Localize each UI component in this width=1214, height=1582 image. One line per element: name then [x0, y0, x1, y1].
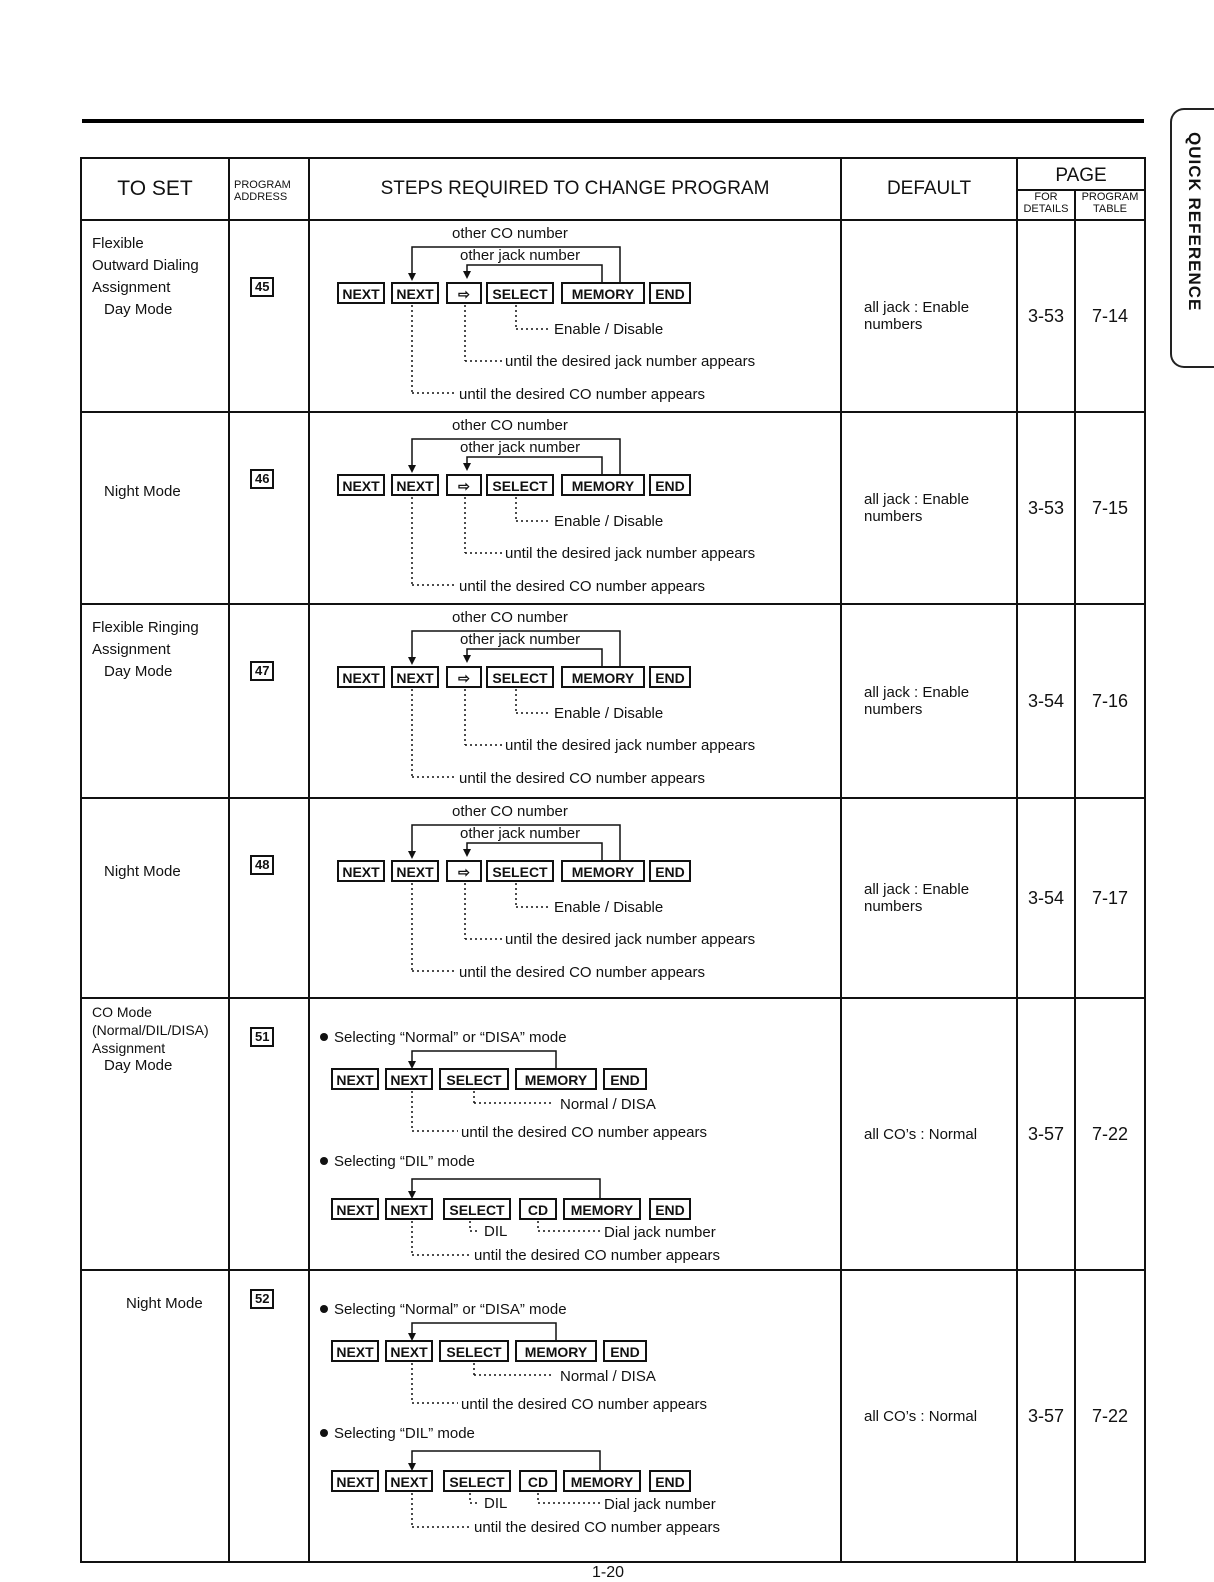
arrow-head — [408, 1061, 416, 1069]
program-table-page: 7-22 — [1075, 1270, 1145, 1562]
memory-key: MEMORY — [571, 864, 635, 880]
details-page: 3-57 — [1017, 1270, 1075, 1562]
label-enable-disable: Enable / Disable — [554, 899, 664, 916]
header-program-address: PROGRAM ADDRESS — [229, 158, 309, 220]
select-key: SELECT — [492, 864, 548, 880]
side-tab — [1170, 108, 1214, 368]
arrow-key: ⇨ — [458, 286, 470, 302]
next-key: NEXT — [336, 1202, 374, 1218]
label-normal-disa: Normal / DISA — [560, 1096, 656, 1113]
arrow-head — [408, 657, 416, 665]
arrow-head — [408, 1463, 416, 1471]
select-key: SELECT — [492, 478, 548, 494]
label-other-jack: other jack number — [460, 247, 581, 264]
program-table-page: 7-14 — [1075, 220, 1145, 412]
cd-key: CD — [527, 1202, 549, 1218]
end-key: END — [610, 1072, 640, 1088]
label-until-jack: until the desired jack number appears — [505, 545, 756, 562]
end-key: END — [655, 670, 685, 686]
next-key: NEXT — [396, 286, 434, 302]
quick-reference-table — [80, 157, 1146, 1563]
program-table-page: 7-15 — [1075, 412, 1145, 604]
memory-key: MEMORY — [571, 478, 635, 494]
next-key: NEXT — [390, 1474, 428, 1490]
memory-key: MEMORY — [570, 1202, 634, 1218]
next-key: NEXT — [390, 1072, 428, 1088]
arrow-key: ⇨ — [458, 670, 470, 686]
to-set-cell: Flexible Ringing Assignment Day Mode — [81, 604, 229, 798]
default-value: all jack : Enable numbers — [841, 412, 1017, 604]
label-other-co: other CO number — [452, 225, 568, 242]
steps-diagram — [309, 798, 841, 998]
label-until-jack: until the desired jack number appears — [505, 931, 756, 948]
arrow-head — [408, 273, 416, 281]
label-until-jack: until the desired jack number appears — [505, 737, 756, 754]
table-row — [81, 1270, 1145, 1562]
details-page: 3-54 — [1017, 604, 1075, 798]
arrow-head — [463, 463, 471, 471]
next-key: NEXT — [396, 864, 434, 880]
details-page: 3-57 — [1017, 998, 1075, 1270]
arrow-head — [408, 1191, 416, 1199]
next-key: NEXT — [336, 1344, 374, 1360]
next-key: NEXT — [342, 478, 380, 494]
header-for-details: FOR DETAILS — [1017, 190, 1075, 220]
end-key: END — [610, 1344, 640, 1360]
default-value: all CO’s : Normal — [841, 1270, 1017, 1562]
header-to-set: TO SET — [81, 158, 229, 220]
cd-key: CD — [527, 1474, 549, 1490]
arrow-key: ⇨ — [458, 478, 470, 494]
steps-diagram — [309, 220, 841, 412]
header-page: PAGE — [1017, 158, 1145, 190]
select-key: SELECT — [449, 1202, 505, 1218]
select-key: SELECT — [492, 286, 548, 302]
to-set-cell: Night Mode — [81, 1270, 229, 1562]
select-key: SELECT — [446, 1072, 502, 1088]
label-until-co: until the desired CO number appears — [459, 964, 705, 981]
loop-line — [412, 1179, 600, 1199]
label-until-co: until the desired CO number appears — [474, 1519, 720, 1536]
label-normal-disa: Normal / DISA — [560, 1368, 656, 1385]
end-key: END — [655, 1474, 685, 1490]
loop-line — [467, 265, 602, 283]
end-key: END — [655, 286, 685, 302]
to-set-cell: CO Mode (Normal/DIL/DISA) Assignment Day Mode — [81, 998, 229, 1270]
select-key: SELECT — [449, 1474, 505, 1490]
label-until-co: until the desired CO number appears — [461, 1396, 707, 1413]
label-select-normal: Selecting “Normal” or “DISA” mode — [334, 1301, 567, 1318]
label-dial-jack: Dial jack number — [604, 1496, 716, 1513]
steps-diagram — [309, 412, 841, 604]
header-program-table: PROGRAM TABLE — [1075, 190, 1145, 220]
default-value: all CO’s : Normal — [841, 998, 1017, 1270]
next-key: NEXT — [396, 478, 434, 494]
table-row — [81, 998, 1145, 1270]
label-until-co: until the desired CO number appears — [461, 1124, 707, 1141]
program-address: 46 — [229, 412, 309, 604]
label-until-jack: until the desired jack number appears — [505, 353, 756, 370]
memory-key: MEMORY — [571, 286, 635, 302]
program-address: 52 — [229, 1270, 309, 1562]
arrow-head — [408, 851, 416, 859]
label-select-dil: Selecting “DIL” mode — [334, 1153, 475, 1170]
bullet — [320, 1305, 328, 1313]
arrow-head — [463, 271, 471, 279]
end-key: END — [655, 864, 685, 880]
label-dil: DIL — [484, 1223, 508, 1240]
arrow-head — [408, 1333, 416, 1341]
table-row — [81, 220, 1145, 412]
steps-diagram — [309, 1270, 841, 1562]
steps-diagram — [309, 604, 841, 798]
loop-line — [467, 843, 602, 861]
label-until-co: until the desired CO number appears — [459, 578, 705, 595]
header-default: DEFAULT — [841, 158, 1017, 220]
program-table-page: 7-22 — [1075, 998, 1145, 1270]
label-other-jack: other jack number — [460, 825, 581, 842]
memory-key: MEMORY — [570, 1474, 634, 1490]
label-other-jack: other jack number — [460, 631, 581, 648]
top-rule — [82, 119, 1144, 123]
details-page: 3-53 — [1017, 412, 1075, 604]
to-set-cell: Night Mode — [81, 412, 229, 604]
default-value: all jack : Enable numbers — [841, 220, 1017, 412]
select-key: SELECT — [492, 670, 548, 686]
loop-line — [467, 457, 602, 475]
program-address: 45 — [229, 220, 309, 412]
end-key: END — [655, 1202, 685, 1218]
memory-key: MEMORY — [524, 1072, 588, 1088]
label-select-dil: Selecting “DIL” mode — [334, 1425, 475, 1442]
next-key: NEXT — [342, 864, 380, 880]
page-number: 1-20 — [592, 1564, 625, 1581]
table-row — [81, 412, 1145, 604]
side-tab-label: QUICK REFERENCE — [1185, 132, 1204, 312]
to-set-cell: Night Mode — [81, 798, 229, 998]
loop-line — [412, 1451, 600, 1471]
table-row — [81, 798, 1145, 998]
select-key: SELECT — [446, 1344, 502, 1360]
label-enable-disable: Enable / Disable — [554, 321, 664, 338]
loop-line — [412, 1323, 556, 1341]
bullet — [320, 1157, 328, 1165]
arrow-head — [463, 849, 471, 857]
label-other-co: other CO number — [452, 803, 568, 820]
label-other-co: other CO number — [452, 609, 568, 626]
arrow-head — [408, 465, 416, 473]
program-table-page: 7-16 — [1075, 604, 1145, 798]
label-until-co: until the desired CO number appears — [459, 770, 705, 787]
default-value: all jack : Enable numbers — [841, 798, 1017, 998]
label-select-normal: Selecting “Normal” or “DISA” mode — [334, 1029, 567, 1046]
header-steps: STEPS REQUIRED TO CHANGE PROGRAM — [309, 158, 841, 220]
next-key: NEXT — [390, 1344, 428, 1360]
program-address: 48 — [229, 798, 309, 998]
next-key: NEXT — [336, 1474, 374, 1490]
next-key: NEXT — [390, 1202, 428, 1218]
label-other-jack: other jack number — [460, 439, 581, 456]
label-other-co: other CO number — [452, 417, 568, 434]
bullet — [320, 1429, 328, 1437]
label-dil: DIL — [484, 1495, 508, 1512]
next-key: NEXT — [396, 670, 434, 686]
arrow-head — [463, 655, 471, 663]
loop-line — [467, 649, 602, 667]
label-enable-disable: Enable / Disable — [554, 513, 664, 530]
next-key: NEXT — [342, 286, 380, 302]
label-dial-jack: Dial jack number — [604, 1224, 716, 1241]
details-page: 3-53 — [1017, 220, 1075, 412]
default-value: all jack : Enable numbers — [841, 604, 1017, 798]
steps-diagram — [309, 998, 841, 1270]
end-key: END — [655, 478, 685, 494]
memory-key: MEMORY — [524, 1344, 588, 1360]
program-address: 47 — [229, 604, 309, 798]
program-address: 51 — [229, 998, 309, 1270]
program-table-page: 7-17 — [1075, 798, 1145, 998]
arrow-key: ⇨ — [458, 864, 470, 880]
label-enable-disable: Enable / Disable — [554, 705, 664, 722]
label-until-co: until the desired CO number appears — [459, 386, 705, 403]
table-row — [81, 604, 1145, 798]
memory-key: MEMORY — [571, 670, 635, 686]
bullet — [320, 1033, 328, 1041]
next-key: NEXT — [342, 670, 380, 686]
to-set-cell: Flexible Outward Dialing Assignment Day Mode — [81, 220, 229, 412]
loop-line — [412, 1051, 556, 1069]
next-key: NEXT — [336, 1072, 374, 1088]
label-until-co: until the desired CO number appears — [474, 1247, 720, 1264]
details-page: 3-54 — [1017, 798, 1075, 998]
